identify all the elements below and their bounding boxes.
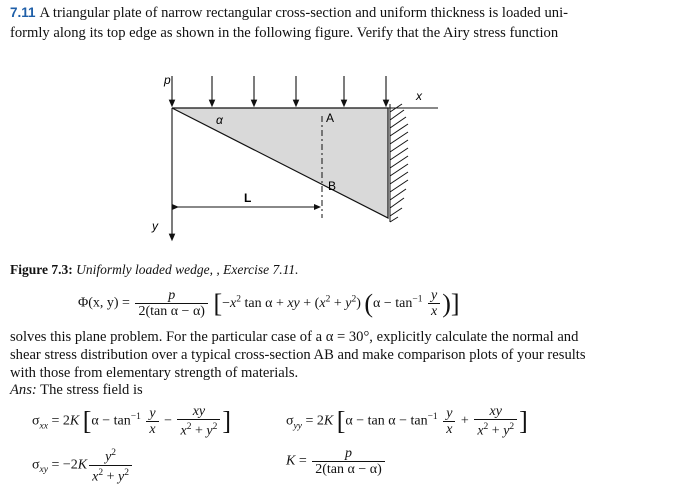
paragraph-line-1: solves this plane problem. For the particular case of a α = 30°, explicitly calculate the normal and — [10, 329, 579, 345]
answer-label: Ans: — [10, 382, 37, 398]
airy-bracket-body: [$-x^2$ tan α + xy + $(x^2 + y^2) (\alpha - \tan^{-1}$ $\frac{y}{x}$ )] — [213, 288, 460, 319]
answer-text: The stress field is — [40, 382, 143, 398]
airy-coefficient — [135, 288, 208, 319]
problem-paragraph — [10, 328, 670, 382]
figure-caption — [10, 262, 298, 278]
exercise-line-1 — [10, 3, 670, 23]
sigma-yy-equation: $\sigma_{yy} = 2K$ [$\alpha - \tan \alpha - \tan^{-1}$ $\frac{y}{x}$ + $\frac{xy}{x^2 + y^2}$ ] — [286, 404, 528, 439]
airy-coef-numerator: p — [135, 288, 208, 304]
airy-lhs: Φ(x, y) = — [78, 295, 130, 311]
answer-line — [10, 382, 143, 399]
wedge-figure — [140, 72, 440, 242]
label-a: A — [326, 111, 335, 125]
label-b: B — [328, 179, 337, 193]
label-y: y — [152, 219, 158, 233]
sigma-xy-equation: $\sigma_{xy} = -2K$ $\frac{y^2}{x^2 + y^2}$ — [32, 446, 134, 484]
caption-text: Uniformly loaded wedge, , Exercise 7.11. — [76, 262, 299, 277]
wedge-plate — [172, 108, 388, 218]
k-equation: K = $\frac{p}{\text{2(tan α − α)}}$ — [286, 446, 387, 477]
exercise-number: 7.11 — [10, 5, 36, 20]
label-x: x — [416, 89, 422, 103]
label-alpha: α — [216, 113, 223, 127]
exercise-text-2: formly along its top edge as shown in the following figure. Verify that the Airy stress function — [10, 25, 559, 41]
load-arrows — [172, 76, 386, 104]
sigma-xx-equation: $\sigma_{xx} = 2K$ [$\alpha - \tan^{-1}$ $\frac{y}{x}$ − $\frac{xy}{x^2 + y^2}$ ] — [32, 404, 231, 439]
caption-label: Figure 7.3: — [10, 262, 73, 277]
airy-coef-denominator: 2(tan α − α) — [138, 304, 205, 319]
label-l: L — [244, 191, 252, 205]
label-p: p — [164, 73, 171, 87]
exercise-text-1: A triangular plate of narrow rectangular cross-section and uniform thickness is loaded uni- — [39, 5, 568, 21]
exercise-statement — [10, 3, 670, 43]
fixed-wall-hatch — [390, 104, 408, 222]
airy-function-equation — [78, 288, 460, 319]
paragraph-line-3: with those from elementary strength of materials. — [10, 365, 299, 381]
paragraph-line-2: shear stress distribution over a typical cross-section AB and make comparison plots of your results — [10, 347, 586, 363]
